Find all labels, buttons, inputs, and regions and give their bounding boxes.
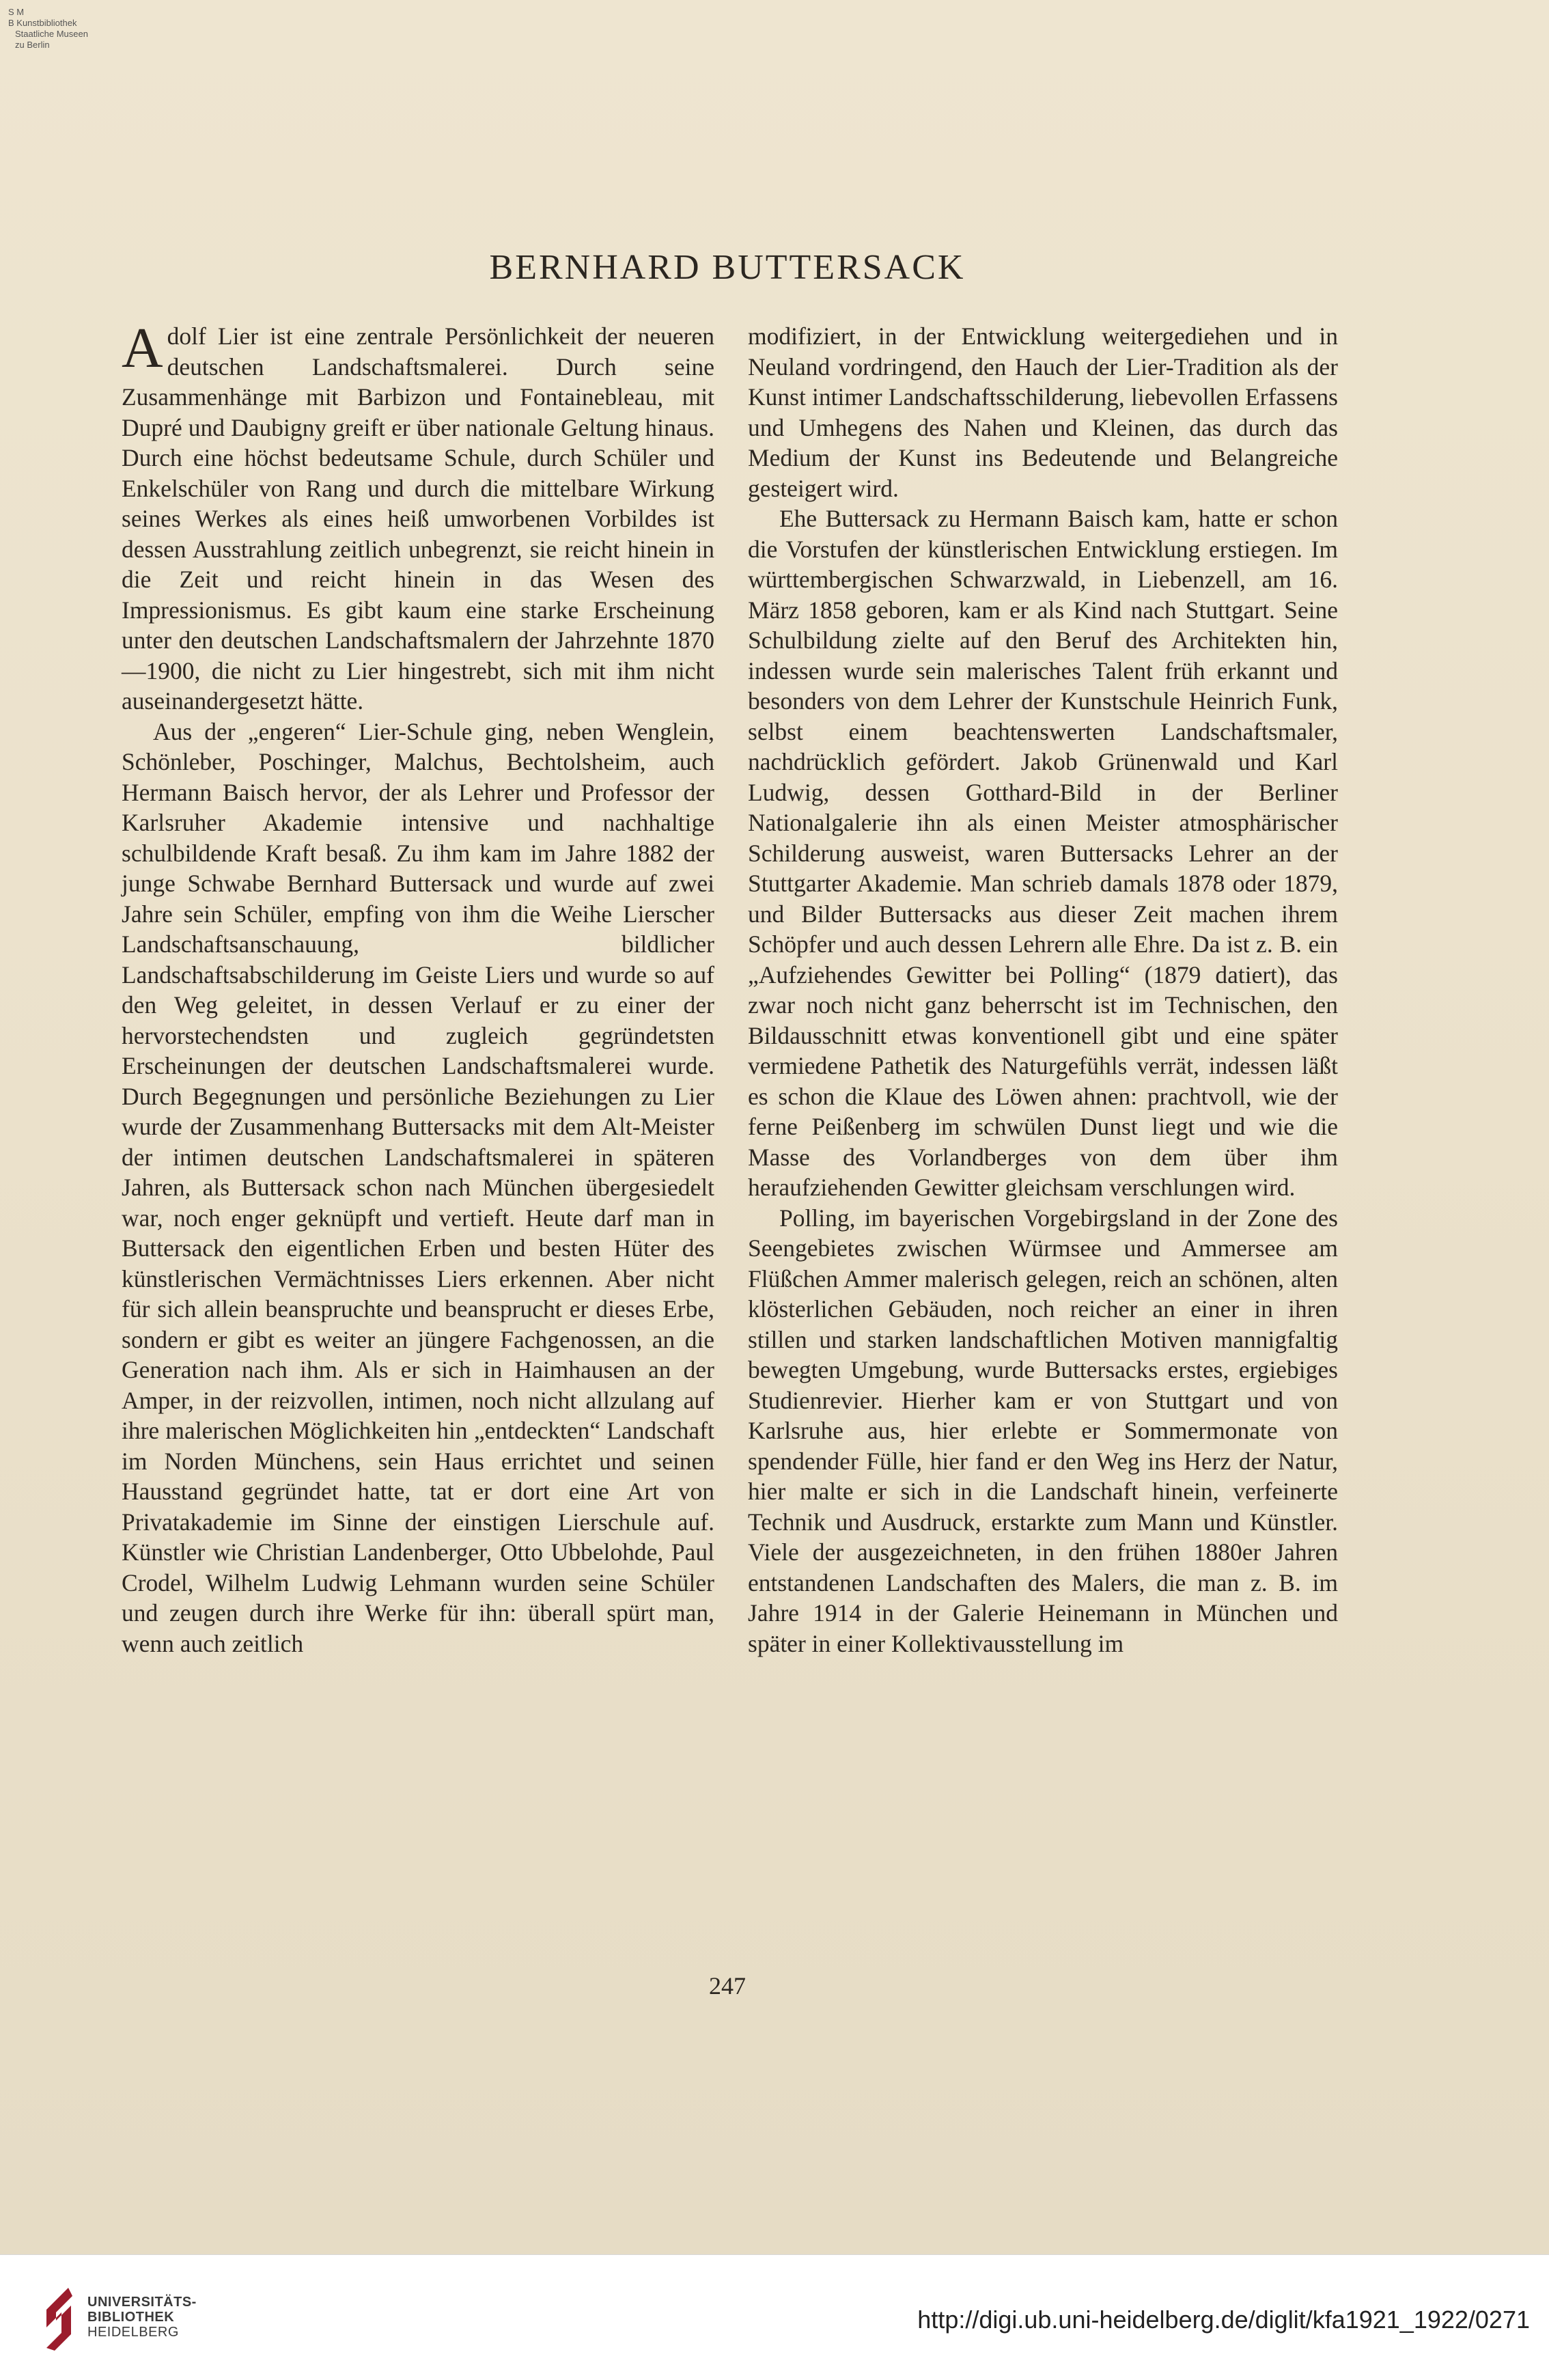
stamp-line: zu Berlin: [15, 40, 50, 50]
article-title: BERNHARD BUTTERSACK: [489, 248, 966, 287]
paragraph: Polling, im bayerischen Vorgebirgsland in der Zone des Seengebietes zwischen Würmsee und Ammersee am Flüßchen Ammer malerisch gelegen, reich an schönen, alten klösterlichen Gebäuden, noch reicher an einer in ihren stillen und starken landschaftlichen Motiven mannigfaltig bewegten Umgebung, wurde Buttersacks erstes, ergiebiges Studienrevier. Hierher kam er von Stuttgart und von Karlsruhe aus, hier erlebte er Sommermonate von spendender Fülle, hier fand er den Weg ins Herz der Natur, hier malte er sich in die Landschaft hinein, verfeinerte Technik und Ausdruck, erstarkte zum Mann und Künstler. Viele der ausgezeichneten, in den frühen 1880er Jahren entstandenen Landschaften des Malers, die man z. B. im Jahre 1914 in der Galerie Heinemann in München und später in einer Kollektivausstellung im: [748, 1204, 1338, 1657]
digitization-footer: [0, 2254, 1549, 2380]
paragraph: [122, 316, 714, 717]
stamp-line: B Kunstbibliothek: [8, 18, 77, 28]
page-number: 247: [709, 1972, 746, 2000]
library-name-line: UNIVERSITÄTS-: [87, 2295, 197, 2310]
paragraph: modifiziert, in der Entwicklung weitergediehen und in Neuland vordringend, den Hauch der Lier-Tradition als der Kunst intimer Landschaftsschilderung, liebevollen Erfassens und Umhegens des Nahen und Kleinen, das durch das Medium der Kunst ins Bedeutende und Belangreiche gesteigert wird.: [748, 322, 1338, 502]
heidelberg-library-logo-icon: [41, 2285, 75, 2353]
paragraph: Aus der „engeren“ Lier-Schule ging, neben Wenglein, Schönleber, Poschinger, Malchus, Bechtolsheim, auch Hermann Baisch hervor, der als Lehrer und Professor der Karlsruher Akademie intensive und nachhaltige schulbildende Kraft besaß. Zu ihm kam im Jahre 1882 der junge Schwabe Bernhard Buttersack und wurde auf zwei Jahre sein Schüler, empfing von ihm die Weihe Lierscher Landschaftsanschauung, bildlicher Landschaftsabschilderung im Geiste Liers und wurde so auf den Weg geleitet, in dessen Verlauf er zu einer der hervorstechendsten und zugleich gegründetsten Erscheinungen der deutschen Landschaftsmalerei wurde. Durch Begegnungen und persönliche Beziehungen zu Lier wurde der Zusammenhang Buttersacks mit dem Alt-Meister der intimen deutschen Landschaftsmalerei in späteren Jahren, als Buttersack schon nach München übergesiedelt war, noch enger geknüpft und vertieft. Heute darf man in Buttersack den eigentlichen Erben und besten Hüter des künstlerischen Vermächtnisses Liers erkennen. Aber nicht für sich allein beanspruchte und beansprucht er dieses Erbe, sondern er gibt es weiter an jüngere Fachgenossen, an die Generation nach ihm. Als er sich in Haimhausen an der Amper, in der reizvollen, intimen, noch nicht allzulang auf ihre malerischen Möglichkeiten hin „entdeckten“ Landschaft im Norden Münchens, sein Haus errichtet und seinen Hausstand gegründet hatte, tat er dort eine Art von Privatakademie im Sinne der einstigen Lierschule auf. Künstler wie Christian Landenberger, Otto Ubbelohde, Paul Crodel, Wilhelm Ludwig Lehmann wurden seine Schüler und zeugen durch ihre Werke für ihn: überall spürt man, wenn auch zeitlich: [122, 717, 714, 1657]
library-name-line: BIBLIOTHEK: [87, 2310, 175, 2325]
drop-cap: A: [122, 316, 163, 380]
permalink-url[interactable]: http://digi.ub.uni-heidelberg.de/diglit/kfa1921_1922/0271: [917, 2306, 1530, 2334]
stamp-line: S M: [8, 7, 25, 17]
stamp-line: Staatliche Museen: [15, 29, 88, 39]
paragraph: Ehe Buttersack zu Hermann Baisch kam, hatte er schon die Vorstufen der künstlerischen Entwicklung erstiegen. Im württembergischen Schwarzwald, in Liebenzell, am 16. März 1858 geboren, kam er als Kind nach Stuttgart. Seine Schulbildung zielte auf den Beruf des Architekten hin, indessen wurde sein malerisches Talent früh erkannt und besonders von dem Lehrer der Kunstschule Heinrich Funk, selbst einem beachtenswerten Landschaftsmaler, nachdrücklich gefördert. Jakob Grünenwald und Karl Ludwig, dessen Gotthard-Bild in der Berliner Nationalgalerie ihn als einen Meister atmosphärischer Schilderung ausweist, waren Buttersacks Lehrer an der Stuttgarter Akademie. Man schrieb damals 1878 oder 1879, und Bilder Buttersacks aus dieser Zeit machen ihrem Schöpfer und auch dessen Lehrern alle Ehre. Da ist z. B. ein „Aufziehendes Gewitter bei Polling“ (1879 datiert), das zwar noch nicht ganz beherrscht ist im Technischen, den Bildausschnitt etwas konventionell gibt und eine später vermiedene Pathetik des Naturgefühls verrät, indessen läßt es schon die Klaue des Löwen ahnen: prachtvoll, wie der ferne Peißenberg im schwülen Dunst liegt und wie die Masse des Vorlandberges von dem über ihm heraufziehenden Gewitter gleichsam verschlungen wird.: [748, 505, 1338, 1201]
library-name-line: HEIDELBERG: [87, 2325, 179, 2340]
left-column: [122, 316, 714, 1659]
right-column: [748, 321, 1338, 1659]
library-stamp: [8, 7, 88, 51]
library-name: [87, 2295, 197, 2340]
paragraph-text: dolf Lier ist eine zentrale Persönlichkeit der neueren deutschen Landschaftsmalerei. Durch seine Zusammenhänge mit Barbizon und Fontainebleau, mit Dupré und Daubigny greift er über nationale Geltung hinaus. Durch eine höchst bedeutsame Schule, durch Schüler und Enkelschüler von Rang und durch die mittelbare Wirkung seines Werkes als eines heiß umworbenen Vorbildes ist dessen Ausstrahlung zeitlich unbegrenzt, sie reicht hinein in die Zeit und reicht hinein in das Wesen des Impressionismus. Es gibt kaum eine starke Erscheinung unter den deutschen Landschaftsmalern der Jahrzehnte 1870—1900, die nicht zu Lier hingestrebt, sich mit ihm nicht auseinandergesetzt hätte.: [122, 322, 714, 715]
